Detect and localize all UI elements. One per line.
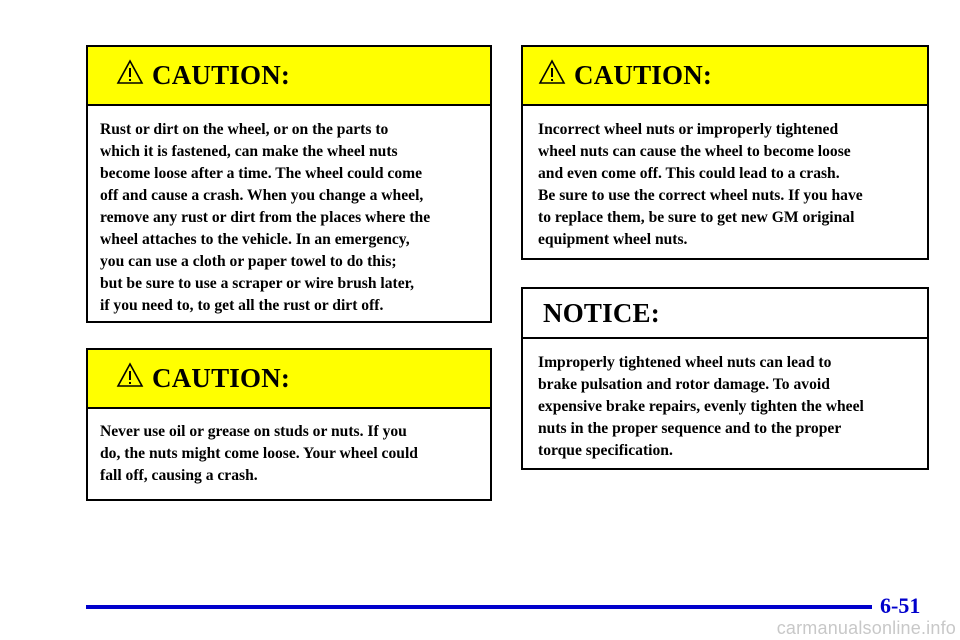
- body-line: brake pulsation and rotor damage. To avoid: [538, 376, 830, 393]
- body-line: nuts in the proper sequence and to the proper: [538, 420, 842, 437]
- body-line: wheel nuts can cause the wheel to become loose: [538, 143, 851, 160]
- caution-header: [88, 47, 490, 106]
- page-number: 6-51: [880, 593, 921, 618]
- notice-header: [523, 289, 927, 339]
- body-line: wheel attaches to the vehicle. In an emergency,: [100, 231, 410, 248]
- caution-body: [88, 409, 490, 487]
- body-line: become loose after a time. The wheel could come: [100, 165, 423, 182]
- caution-body: [523, 106, 927, 251]
- body-line: do, the nuts might come loose. Your wheel could: [100, 445, 418, 462]
- body-line: Improperly tightened wheel nuts can lead to: [538, 354, 832, 371]
- watermark: carmanualsonline.info: [776, 618, 956, 638]
- body-line: remove any rust or dirt from the places where the: [100, 209, 431, 226]
- body-line: expensive brake repairs, evenly tighten the wheel: [538, 398, 864, 415]
- caution-box-rust: [86, 45, 492, 323]
- caution-box-oil: [86, 348, 492, 501]
- body-line: Rust or dirt on the wheel, or on the parts to: [100, 121, 389, 138]
- warning-triangle-icon: [116, 59, 144, 85]
- body-line: but be sure to use a scraper or wire brush later,: [100, 275, 415, 292]
- body-line: Never use oil or grease on studs or nuts. If you: [100, 423, 407, 440]
- body-line: fall off, causing a crash.: [100, 467, 258, 484]
- body-line: equipment wheel nuts.: [538, 231, 688, 248]
- caution-body: [88, 106, 490, 317]
- body-line: Incorrect wheel nuts or improperly tightened: [538, 121, 839, 138]
- notice-body: [523, 339, 927, 462]
- caution-box-wheel-nuts: [521, 45, 929, 260]
- warning-triangle-icon: [116, 362, 144, 388]
- notice-heading: NOTICE:: [543, 297, 660, 328]
- body-line: Be sure to use the correct wheel nuts. If you have: [538, 187, 863, 204]
- body-line: which it is fastened, can make the wheel nuts: [100, 143, 398, 160]
- caution-heading: CAUTION:: [574, 60, 713, 90]
- caution-header: [88, 350, 490, 409]
- body-line: if you need to, to get all the rust or dirt off.: [100, 297, 384, 314]
- warning-triangle-icon: [538, 59, 566, 85]
- body-line: torque specification.: [538, 442, 673, 459]
- body-line: you can use a cloth or paper towel to do this;: [100, 253, 397, 270]
- caution-heading: CAUTION:: [152, 60, 291, 90]
- footer-rule: [86, 605, 872, 609]
- body-line: to replace them, be sure to get new GM original: [538, 209, 855, 226]
- caution-header: [523, 47, 927, 106]
- caution-heading: CAUTION:: [152, 363, 291, 393]
- body-line: off and cause a crash. When you change a wheel,: [100, 187, 424, 204]
- notice-box: [521, 287, 929, 470]
- body-line: and even come off. This could lead to a crash.: [538, 165, 840, 182]
